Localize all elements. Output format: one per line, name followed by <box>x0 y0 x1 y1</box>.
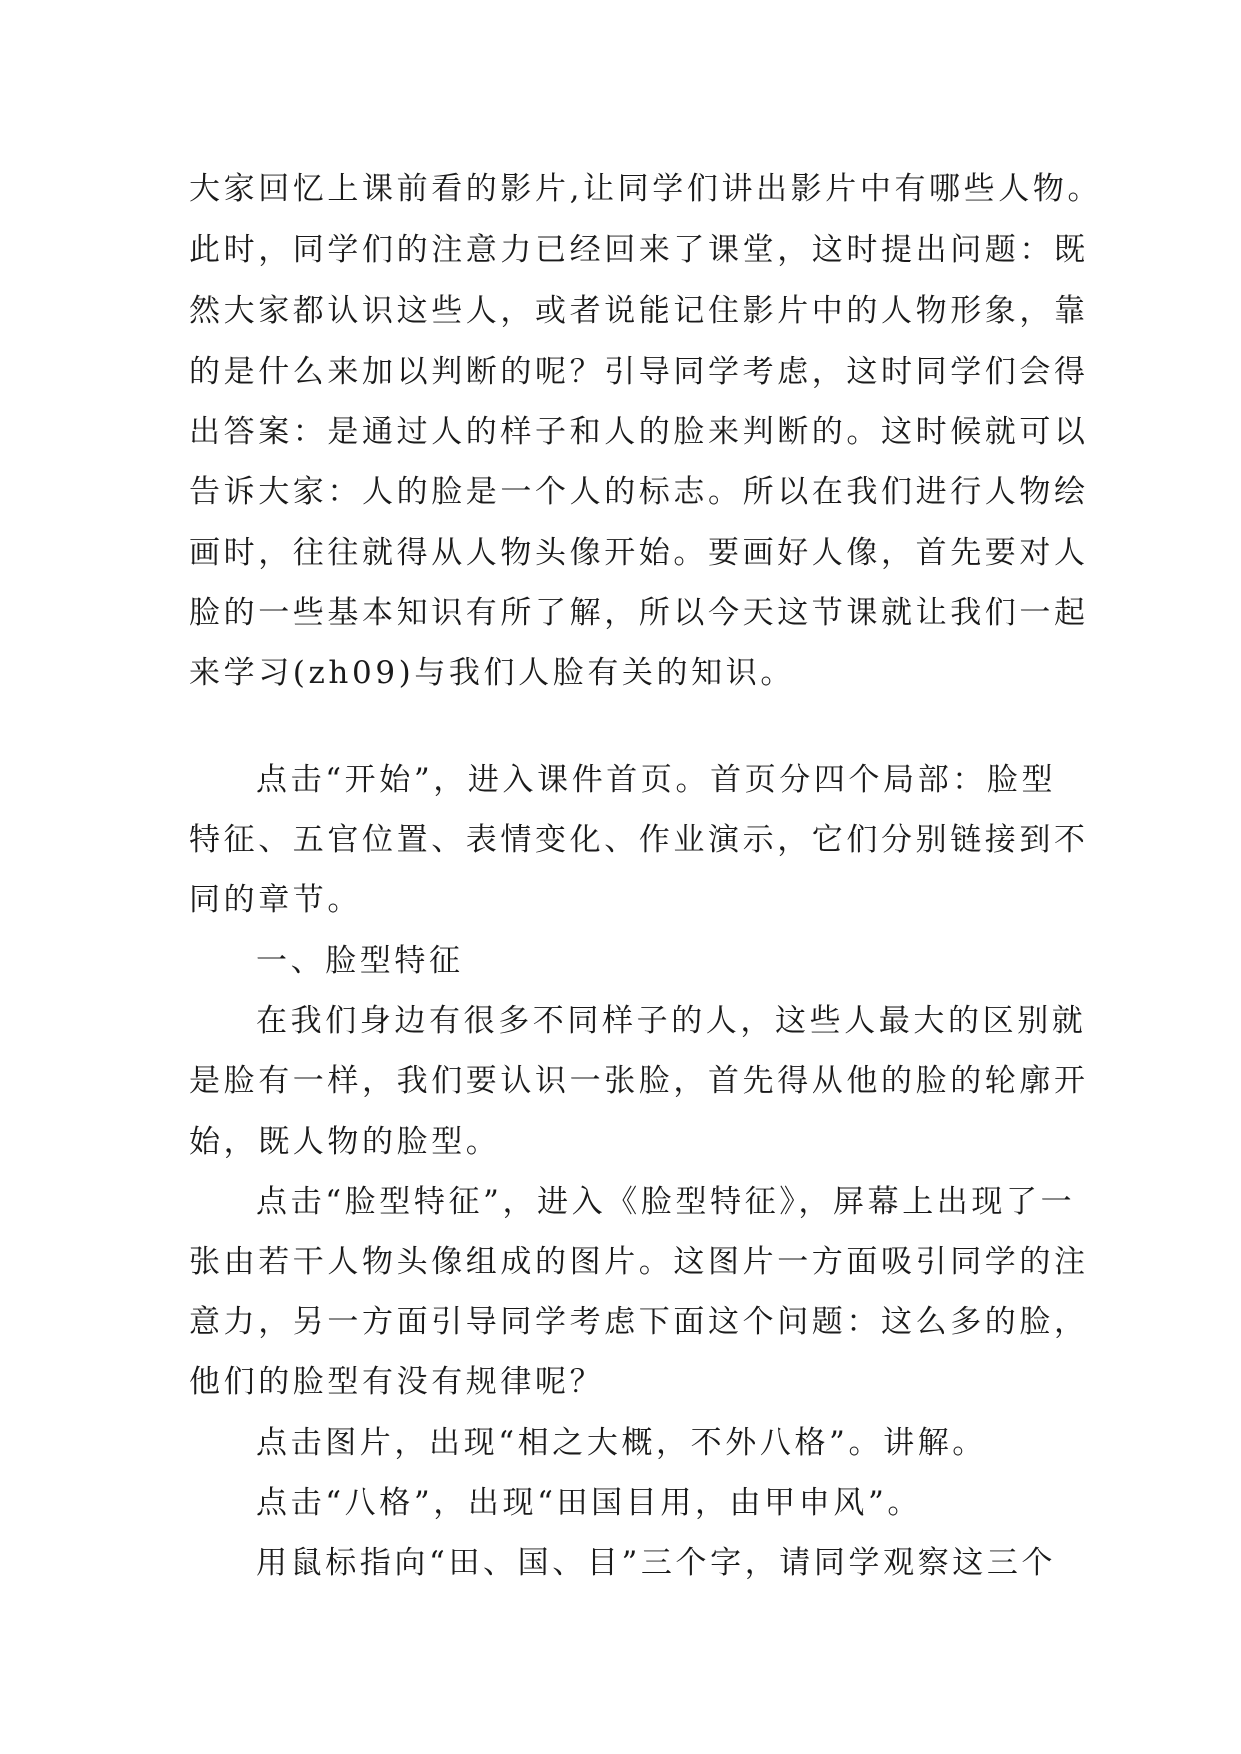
paragraph-line: 特征、五官位置、表情变化、作业演示，它们分别链接到不 <box>189 822 1089 858</box>
paragraph-line: 同的章节。 <box>189 882 362 918</box>
paragraph-line: 点击“开始”，进入课件首页。首页分四个局部：脸型 <box>256 762 1057 798</box>
paragraph-line: 意力，另一方面引导同学考虑下面这个问题：这么多的脸， <box>189 1304 1089 1340</box>
paragraph-line: 在我们身边有很多不同样子的人，这些人最大的区别就 <box>256 1003 1087 1039</box>
paragraph-line: 大家回忆上课前看的影片,让同学们讲出影片中有哪些人物。 <box>189 171 1103 207</box>
paragraph-line: 然大家都认识这些人，或者说能记住影片中的人物形象，靠 <box>189 293 1089 329</box>
paragraph-line: 脸的一些基本知识有所了解，所以今天这节课就让我们一起 <box>189 595 1089 631</box>
paragraph-line: 他们的脸型有没有规律呢？ <box>189 1364 605 1400</box>
paragraph-line: 来学习(zh09)与我们人脸有关的知识。 <box>189 655 795 691</box>
paragraph-line: 点击“脸型特征”，进入《脸型特征》，屏幕上出现了一 <box>256 1184 1076 1220</box>
paragraph-line: 是脸有一样，我们要认识一张脸，首先得从他的脸的轮廓开 <box>189 1063 1089 1099</box>
paragraph-line: 点击“八格”，出现“田国目用，由甲申风”。 <box>256 1485 922 1521</box>
paragraph-line: 始，既人物的脸型。 <box>189 1124 501 1160</box>
section-heading: 一、脸型特征 <box>256 943 464 979</box>
paragraph-line: 用鼠标指向“田、国、目”三个字，请同学观察这三个 <box>256 1545 1057 1581</box>
paragraph-line: 的是什么来加以判断的呢？引导同学考虑，这时同学们会得 <box>189 354 1089 390</box>
paragraph-line: 张由若干人物头像组成的图片。这图片一方面吸引同学的注 <box>189 1244 1089 1280</box>
paragraph-line: 告诉大家：人的脸是一个人的标志。所以在我们进行人物绘 <box>189 474 1089 510</box>
paragraph-line: 此时，同学们的注意力已经回来了课堂，这时提出问题：既 <box>189 232 1089 268</box>
paragraph-line: 出答案：是通过人的样子和人的脸来判断的。这时候就可以 <box>189 414 1089 450</box>
paragraph-line: 点击图片，出现“相之大概，不外八格”。讲解。 <box>256 1425 987 1461</box>
paragraph-line: 画时，往往就得从人物头像开始。要画好人像，首先要对人 <box>189 535 1089 571</box>
